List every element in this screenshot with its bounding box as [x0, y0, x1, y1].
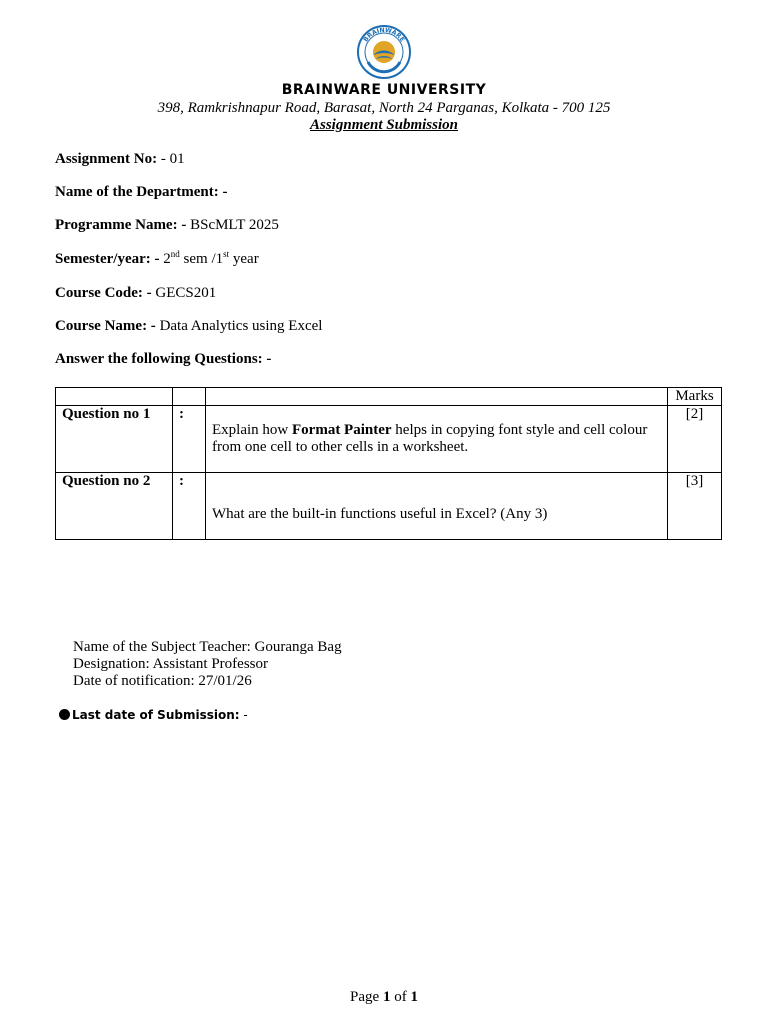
bullet-icon: [59, 709, 70, 720]
teacher-designation: Designation: Assistant Professor: [73, 656, 268, 672]
semester-value-pre: 2: [159, 251, 171, 267]
logo-seal-icon: [356, 24, 412, 80]
header-cell-empty: [173, 388, 206, 406]
total-pages: 1: [410, 989, 418, 1005]
page-word: Page: [350, 989, 383, 1005]
semester-sup-nd: nd: [170, 249, 180, 259]
deadline-label: Last date of Submission:: [72, 708, 240, 722]
question-text-bold: Format Painter: [292, 422, 392, 438]
notification-date: Date of notification: 27/01/26: [73, 673, 252, 689]
course-code-field: [55, 285, 216, 302]
question-text-body: What are the built-in functions useful in Excel? (Any 3): [212, 506, 548, 522]
teacher-block: [73, 639, 342, 690]
question-marks: [2]: [668, 406, 722, 473]
svg-text:BRAINWARE: BRAINWARE: [362, 26, 406, 44]
course-code-label: Course Code: -: [55, 285, 152, 301]
course-name-value: Data Analytics using Excel: [155, 318, 323, 334]
teacher-name: Name of the Subject Teacher: Gouranga Bag: [73, 639, 342, 655]
page-footer: [0, 989, 768, 1006]
instruction-label: Answer the following Questions: -: [55, 351, 272, 367]
course-code-value: GECS201: [151, 285, 217, 301]
semester-value-post: year: [229, 251, 259, 267]
questions-table: [55, 387, 722, 540]
table-row: [56, 473, 722, 540]
programme-field: [55, 217, 279, 234]
current-page: 1: [382, 989, 391, 1005]
university-name: BRAINWARE UNIVERSITY: [281, 82, 487, 98]
submission-deadline: [59, 708, 248, 722]
question-text-pre: Explain how: [212, 422, 292, 438]
question-label: Question no 2: [56, 473, 173, 540]
question-marks: [3]: [668, 473, 722, 540]
programme-value: BScMLT 2025: [186, 217, 279, 233]
department-label: Name of the Department: -: [55, 184, 228, 200]
question-text: [206, 406, 668, 473]
question-text-post: helps in copying font style and cell colour from one cell to other cells in a worksheet.: [212, 422, 648, 455]
question-label: Question no 1: [56, 406, 173, 473]
question-colon: :: [173, 473, 206, 540]
deadline-value: -: [239, 708, 248, 722]
assignment-no-label: Assignment No:: [55, 151, 158, 167]
semester-value-mid: sem /1: [179, 251, 224, 267]
table-header-row: [56, 388, 722, 406]
question-colon: :: [173, 406, 206, 473]
question-text: [206, 473, 668, 540]
header-cell-empty: [56, 388, 173, 406]
assignment-no-field: [55, 151, 185, 168]
table-row: [56, 406, 722, 473]
department-field: [55, 184, 227, 201]
course-name-label: Course Name: -: [55, 318, 156, 334]
header-cell-empty: [206, 388, 668, 406]
assignment-no-value: - 01: [157, 151, 185, 167]
instruction-field: [55, 351, 271, 368]
document-subtitle: Assignment Submission: [310, 117, 458, 133]
university-logo: [356, 24, 412, 80]
course-name-field: [55, 318, 322, 335]
semester-sup-st: st: [223, 249, 230, 259]
of-word: of: [390, 989, 411, 1005]
semester-label: Semester/year: -: [55, 251, 160, 267]
university-address: 398, Ramkrishnapur Road, Barasat, North 24 Parganas, Kolkata - 700 125: [157, 100, 611, 116]
marks-header: Marks: [668, 388, 722, 406]
programme-label: Programme Name: -: [55, 217, 187, 233]
semester-field: [55, 251, 259, 268]
